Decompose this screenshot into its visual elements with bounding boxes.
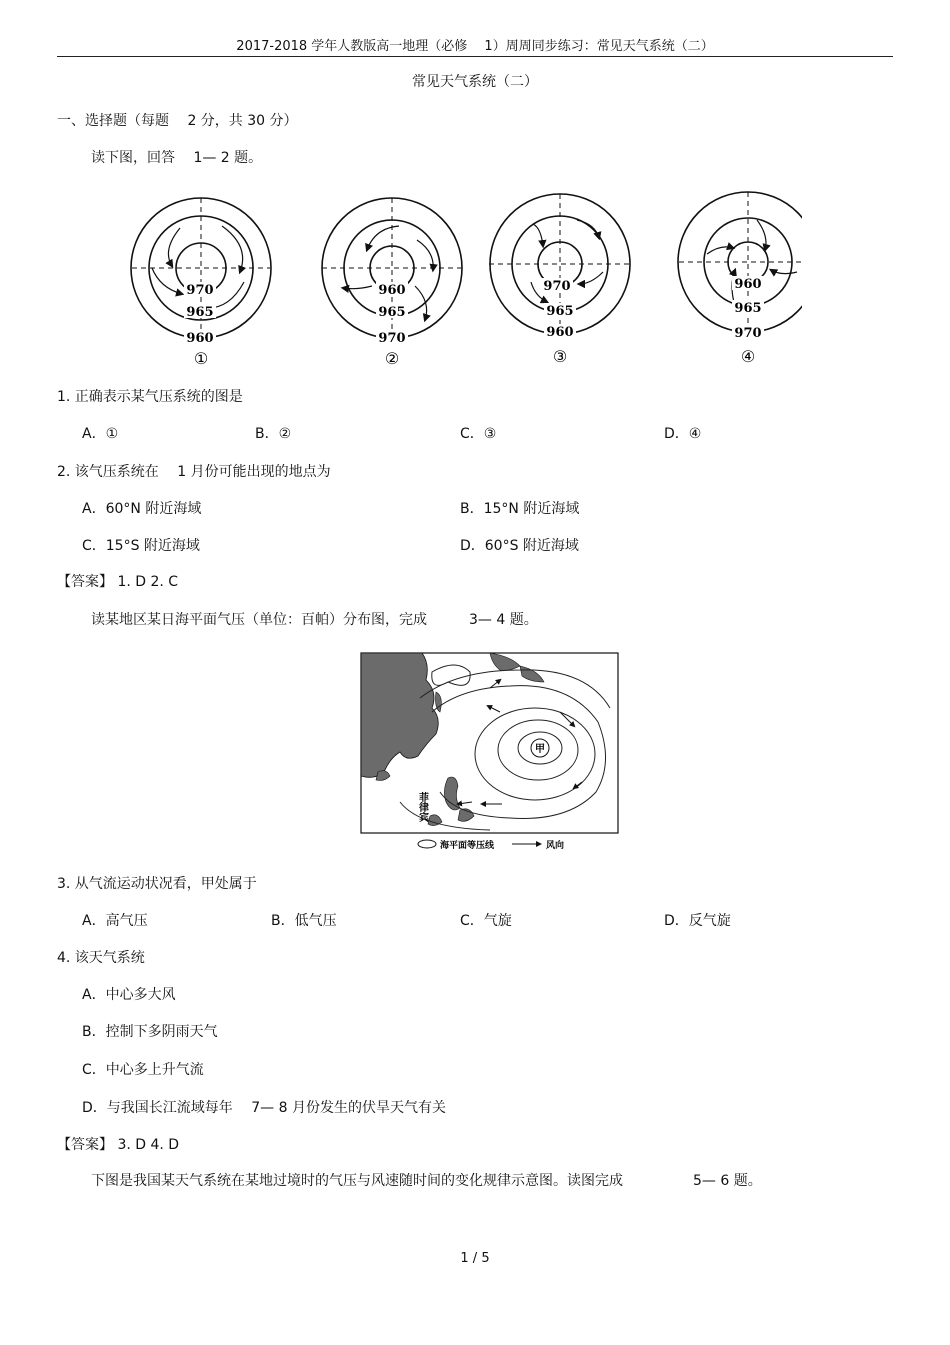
isobar-diagram-figure [122,190,802,370]
panel-1-label-2: 965 [186,305,214,320]
page-header: 2017-2018 学年人教版高一地理（必修 1）周周同步练习：常见天气系统（二） [236,39,714,54]
panel-1-marker: ① [193,349,209,368]
isobar-panel-2 [322,198,463,368]
intro-text-3: 下图是我国某天气系统在某地过境时的气压与风速随时间的变化规律示意图。读图完成 5— 6 题。 [91,1173,762,1189]
question-2-option-a: A．60°N 附近海域 [82,501,202,517]
question-4-option-d: D．与我国长江流域每年 7— 8 月份发生的伏旱天气有关 [82,1100,446,1116]
panel-2-label-1: 960 [378,283,406,298]
question-4-option-b: B．控制下多阴雨天气 [82,1024,218,1040]
question-3-option-c: C．气旋 [460,913,512,929]
panel-4-label-2: 965 [734,301,762,316]
question-1-option-b: B．② [255,426,292,442]
section-heading: 一、选择题（每题 2 分，共 30 分） [57,113,298,129]
header-rule [57,56,893,57]
question-1-option-c: C．③ [460,426,497,442]
map-center-label: 甲 [535,744,545,755]
panel-2-label-3: 970 [378,331,406,346]
question-4-option-c: C．中心多上升气流 [82,1062,204,1078]
panel-4-marker: ④ [740,347,756,366]
answer-key-2: 【答案】 3. D 4. D [57,1137,180,1153]
legend-isobar-label: 海平面等压线 [440,841,495,850]
isobar-panel-1 [131,198,271,368]
panel-3-label-3: 960 [546,325,574,340]
question-1-stem: 1. 正确表示某气压系统的图是 [57,389,243,405]
panel-4-label-3: 970 [734,326,762,341]
question-2-option-c: C．15°S 附近海域 [82,538,200,554]
question-2-stem: 2. 该气压系统在 1 月份可能出现的地点为 [57,464,331,480]
map-land-label: 菲律宾 [416,792,428,822]
panel-3-label-1: 970 [543,279,571,294]
panel-3-label-2: 965 [546,304,574,319]
panel-3-marker: ③ [552,347,568,366]
sea-level-pressure-map [360,652,622,850]
panel-2-label-2: 965 [378,305,406,320]
intro-text-1: 读下图，回答 1— 2 题。 [91,150,263,166]
intro-text-2: 读某地区某日海平面气压（单位：百帕）分布图，完成 3— 4 题。 [91,612,538,628]
document-title: 常见天气系统（二） [412,74,538,90]
panel-1-label-1: 970 [186,283,214,298]
page-number: 1 / 5 [460,1251,490,1266]
panel-1-label-3: 960 [186,331,214,346]
answer-key-1: 【答案】 1. D 2. C [57,574,179,590]
legend-wind-label: 风向 [546,841,565,850]
question-1-option-a: A．① [82,426,119,442]
question-3-option-d: D．反气旋 [664,913,731,929]
question-4-option-a: A．中心多大风 [82,987,176,1003]
question-3-option-b: B．低气压 [271,913,337,929]
isobar-panel-4 [678,192,802,366]
question-1-option-d: D．④ [664,426,702,442]
isobar-panel-3 [489,194,631,366]
question-2-option-d: D．60°S 附近海域 [460,538,579,554]
panel-4-label-1: 960 [734,277,762,292]
panel-2-marker: ② [384,349,400,368]
question-3-stem: 3. 从气流运动状况看，甲处属于 [57,876,257,892]
question-4-stem: 4. 该天气系统 [57,950,145,966]
question-2-option-b: B．15°N 附近海域 [460,501,580,517]
question-3-option-a: A．高气压 [82,913,148,929]
